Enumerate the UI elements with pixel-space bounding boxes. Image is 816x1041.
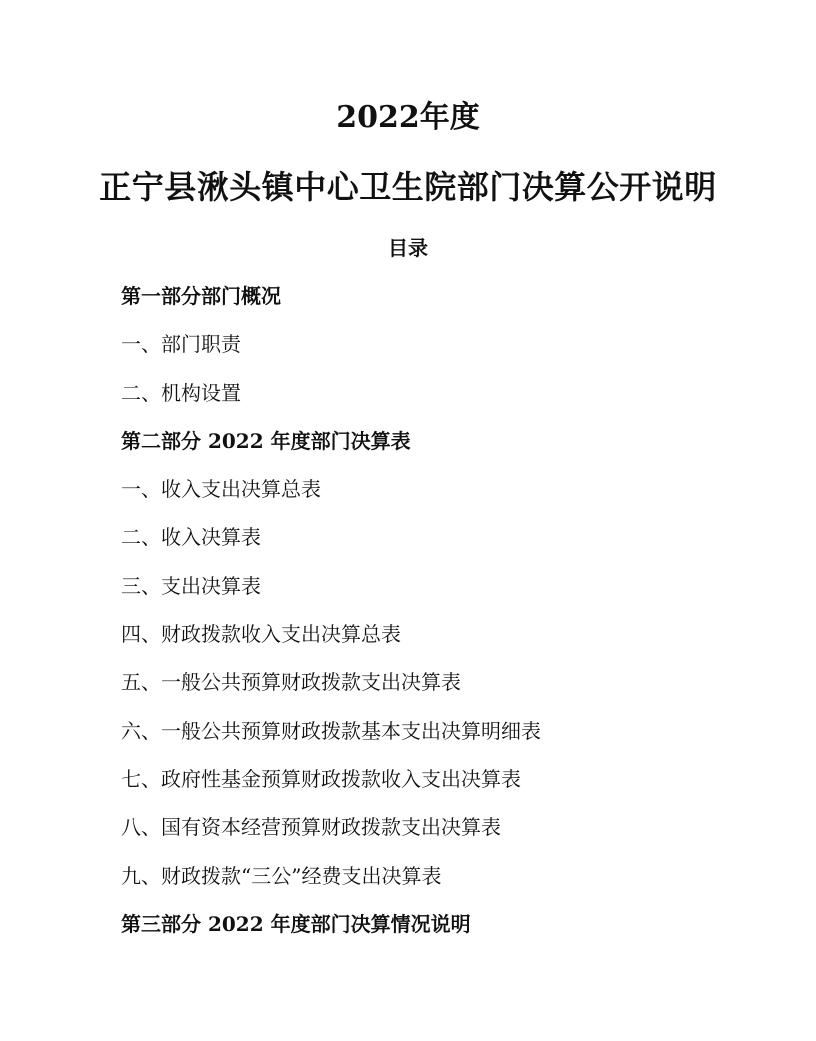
toc-item: 四、财政拨款收入支出决算总表 [121, 622, 401, 647]
toc-item: 七、政府性基金预算财政拨款收入支出决算表 [121, 766, 521, 791]
toc-item: 一、部门职责 [121, 332, 241, 357]
table-of-contents [121, 282, 761, 958]
toc-part-3: 第三部分 2022 年度部门决算情况说明 [121, 911, 471, 936]
toc-item: 五、一般公共预算财政拨款支出决算表 [121, 670, 461, 695]
toc-item: 二、机构设置 [121, 380, 241, 405]
toc-heading: 目录 [388, 236, 428, 260]
document-title: 正宁县湫头镇中心卫生院部门决算公开说明 [99, 168, 717, 206]
toc-item: 九、财政拨款“三公”经费支出决算表 [121, 863, 442, 888]
document-title-year: 2022年度 [336, 100, 480, 135]
toc-part-2: 第二部分 2022 年度部门决算表 [121, 428, 411, 453]
toc-item: 六、一般公共预算财政拨款基本支出决算明细表 [121, 718, 541, 743]
toc-part-1: 第一部分部门概况 [121, 284, 281, 308]
toc-item: 八、国有资本经营预算财政拨款支出决算表 [121, 815, 501, 840]
toc-item: 二、收入决算表 [121, 525, 261, 550]
toc-item: 三、支出决算表 [121, 573, 261, 598]
toc-item: 一、收入支出决算总表 [121, 477, 321, 502]
